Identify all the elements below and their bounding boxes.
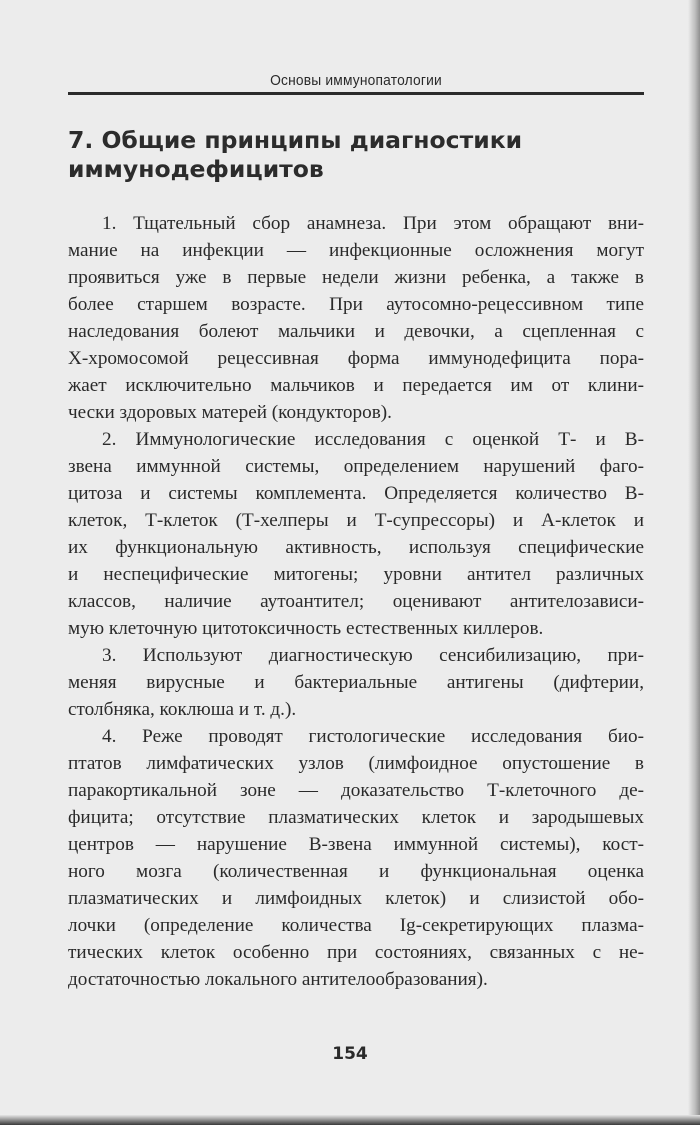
text-line: 3. Используют диагностическую сенсибилизацию, при- xyxy=(102,645,644,666)
text-line: звена иммунной системы, определением нарушений фаго- xyxy=(68,456,644,477)
body-text xyxy=(68,210,644,993)
text-line: птатов лимфатических узлов (лимфоидное опустошение в xyxy=(68,753,644,774)
paragraph-1 xyxy=(68,210,644,426)
text-line: проявиться уже в первые недели жизни ребенка, а также в xyxy=(68,267,644,288)
text-line: 1. Тщательный сбор анамнеза. При этом обращают вни- xyxy=(102,213,644,234)
running-head: Основы иммунопатологии xyxy=(270,72,442,89)
text-line: наследования болеют мальчики и девочки, а сцепленная с xyxy=(68,321,644,342)
text-line: 4. Реже проводят гистологические исследования био- xyxy=(102,726,644,747)
chapter-title-line: иммунодефицитов xyxy=(68,155,324,183)
text-line: лочки (определение количества Ig-секретирующих плазма- xyxy=(68,915,644,936)
page-bottom-shadow xyxy=(0,1115,700,1125)
text-line: ного мозга (количественная и функциональная оценка xyxy=(68,861,644,882)
text-line: чески здоровых матерей (кондукторов). xyxy=(68,402,392,423)
text-line: меняя вирусные и бактериальные антигены (дифтерии, xyxy=(68,672,644,693)
text-line: тических клеток особенно при состояниях, связанных с не- xyxy=(68,942,644,963)
paragraph-4 xyxy=(68,723,644,993)
text-line: их функциональную активность, используя специфические xyxy=(68,537,644,558)
page-number: 154 xyxy=(332,1044,368,1064)
chapter-title-line: 7. Общие принципы диагностики xyxy=(68,126,523,154)
text-line: мую клеточную цитотоксичность естественных киллеров. xyxy=(68,618,544,639)
text-line: мание на инфекции — инфекционные осложнения могут xyxy=(68,240,644,261)
text-line: и неспецифические митогены; уровни антител различных xyxy=(68,564,644,585)
text-line: достаточностью локального антителообразования). xyxy=(68,969,488,990)
text-line: жает исключительно мальчиков и передается им от клини- xyxy=(68,375,644,396)
text-line: паракортикальной зоне — доказательство Т-клеточного де- xyxy=(68,780,644,801)
page-edge-shadow xyxy=(688,0,700,1125)
text-line: X-хромосомой рецессивная форма иммунодефицита пора- xyxy=(68,348,644,369)
text-line: столбняка, коклюша и т. д.). xyxy=(68,699,297,720)
text-line: плазматических и лимфоидных клеток) и слизистой обо- xyxy=(68,888,644,909)
text-line: центров — нарушение В-звена иммунной системы), кост- xyxy=(68,834,644,855)
text-line: классов, наличие аутоантител; оценивают антителозависи- xyxy=(68,591,644,612)
chapter-title xyxy=(68,126,648,184)
text-line: фицита; отсутствие плазматических клеток и зародышевых xyxy=(68,807,644,828)
text-line: клеток, Т-клеток (Т-хелперы и Т-супрессоры) и А-клеток и xyxy=(68,510,644,531)
text-line: более старшем возрасте. При аутосомно-рецессивном типе xyxy=(68,294,644,315)
header-rule xyxy=(68,92,644,95)
text-line: 2. Иммунологические исследования с оценкой Т- и В- xyxy=(102,429,644,450)
paragraph-3 xyxy=(68,642,644,723)
text-line: цитоза и системы комплемента. Определяется количество В- xyxy=(68,483,644,504)
paragraph-2 xyxy=(68,426,644,642)
